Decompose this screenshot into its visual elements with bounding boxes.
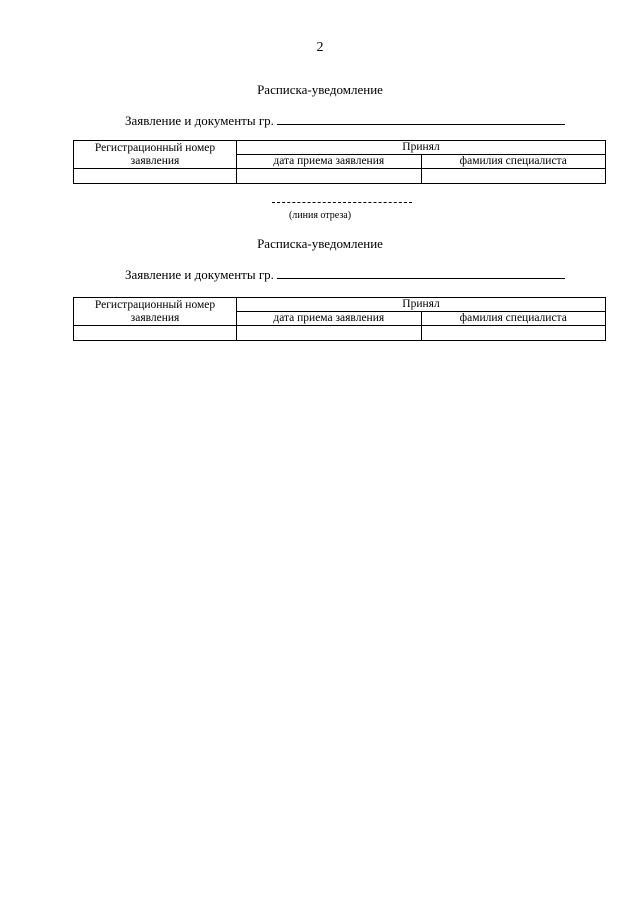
date-header: дата приема заявления — [237, 155, 422, 169]
receipt-table — [73, 140, 606, 184]
reg-number-cell — [74, 326, 237, 341]
cut-line — [272, 202, 412, 203]
date-cell — [237, 326, 422, 341]
specialist-header: фамилия специалиста — [421, 155, 606, 169]
applicant-name-blank — [277, 266, 565, 279]
specialist-cell — [421, 169, 606, 184]
applicant-line — [125, 112, 565, 129]
applicant-line — [125, 266, 565, 283]
cut-line-caption: (линия отреза) — [288, 210, 352, 221]
date-header: дата приема заявления — [237, 312, 422, 326]
specialist-cell — [421, 326, 606, 341]
date-cell — [237, 169, 422, 184]
accepted-header: Принял — [237, 298, 606, 312]
page-number: 2 — [316, 40, 324, 55]
receipt-heading: Расписка-уведомление — [257, 82, 383, 97]
reg-number-header: Регистрационный номер заявления — [74, 298, 237, 326]
applicant-label: Заявление и документы гр. — [125, 113, 274, 128]
applicant-name-blank — [277, 112, 565, 125]
receipt-table — [73, 297, 606, 341]
accepted-header: Принял — [237, 141, 606, 155]
receipt-heading: Расписка-уведомление — [257, 236, 383, 251]
applicant-label: Заявление и документы гр. — [125, 267, 274, 282]
specialist-header: фамилия специалиста — [421, 312, 606, 326]
reg-number-cell — [74, 169, 237, 184]
reg-number-header: Регистрационный номер заявления — [74, 141, 237, 169]
